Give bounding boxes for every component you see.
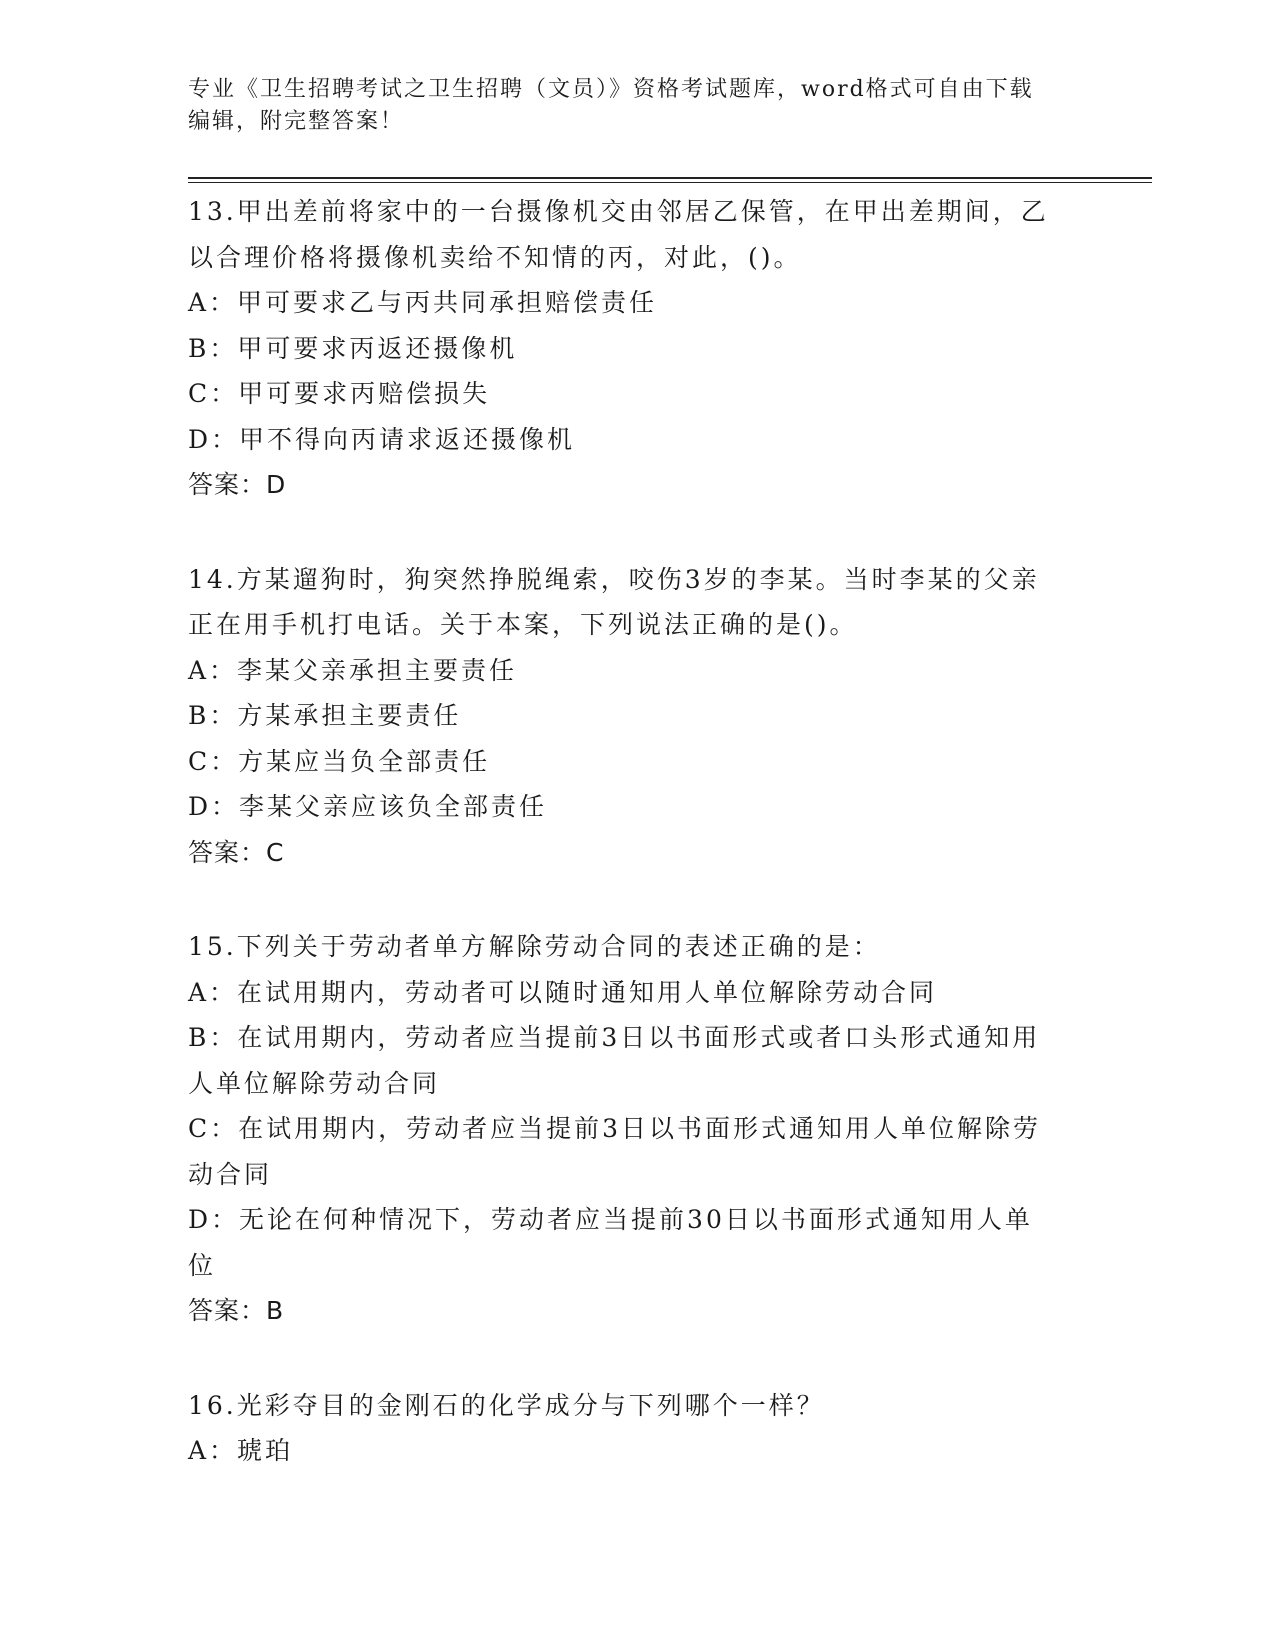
option-line: C：甲可要求丙赔偿损失	[188, 379, 491, 408]
option-line: B：在试用期内，劳动者应当提前3日以书面形式或者口头形式通知用	[188, 1023, 1041, 1052]
question-list	[188, 189, 1088, 1523]
option-line: C：在试用期内，劳动者应当提前3日以书面形式通知用人单位解除劳	[188, 1114, 1042, 1143]
option-line: 动合同	[188, 1159, 273, 1189]
option-line: B：甲可要求丙返还摄像机	[188, 333, 518, 363]
question-block	[188, 924, 1088, 1334]
question-stem-line: 以合理价格将摄像机卖给不知情的丙，对此，()。	[188, 242, 802, 272]
answer-line: 答案：D	[188, 470, 287, 499]
question-stem-line: 15.下列关于劳动者单方解除劳动合同的表述正确的是：	[188, 932, 881, 961]
option-line: A：甲可要求乙与丙共同承担赔偿责任	[188, 288, 658, 317]
answer-line: 答案：C	[188, 837, 285, 867]
option-line: C：方某应当负全部责任	[188, 746, 491, 776]
header-rule-thick	[188, 177, 1152, 179]
question-stem-line: 16.光彩夺目的金刚石的化学成分与下列哪个一样？	[188, 1390, 825, 1420]
question-block	[188, 189, 1088, 508]
option-line: B：方某承担主要责任	[188, 701, 462, 730]
option-line: A：在试用期内，劳动者可以随时通知用人单位解除劳动合同	[188, 977, 938, 1007]
answer-line: 答案：B	[188, 1296, 285, 1325]
question-stem-line: 14.方某遛狗时，狗突然挣脱绳索，咬伤3岁的李某。当时李某的父亲	[188, 564, 1040, 594]
option-line: A：李某父亲承担主要责任	[188, 655, 518, 685]
option-line: 人单位解除劳动合同	[188, 1068, 441, 1098]
option-line: D：李某父亲应该负全部责任	[188, 792, 548, 821]
document-header	[188, 74, 1068, 138]
option-line: A：琥珀	[188, 1436, 294, 1465]
header-line-1: 专业《卫生招聘考试之卫生招聘（文员）》资格考试题库，word格式可自由下载	[188, 77, 1034, 102]
option-line: D：无论在何种情况下，劳动者应当提前30日以书面形式通知用人单	[188, 1205, 1033, 1234]
question-stem-line: 13.甲出差前将家中的一台摄像机交由邻居乙保管，在甲出差期间，乙	[188, 197, 1049, 226]
question-block	[188, 557, 1088, 876]
option-line: 位	[188, 1250, 217, 1280]
header-line-2: 编辑，附完整答案！	[188, 109, 405, 134]
question-block	[188, 1383, 1088, 1474]
header-rule-thin	[188, 182, 1152, 183]
question-stem-line: 正在用手机打电话。关于本案，下列说法正确的是()。	[188, 610, 858, 639]
option-line: D：甲不得向丙请求返还摄像机	[188, 424, 576, 454]
